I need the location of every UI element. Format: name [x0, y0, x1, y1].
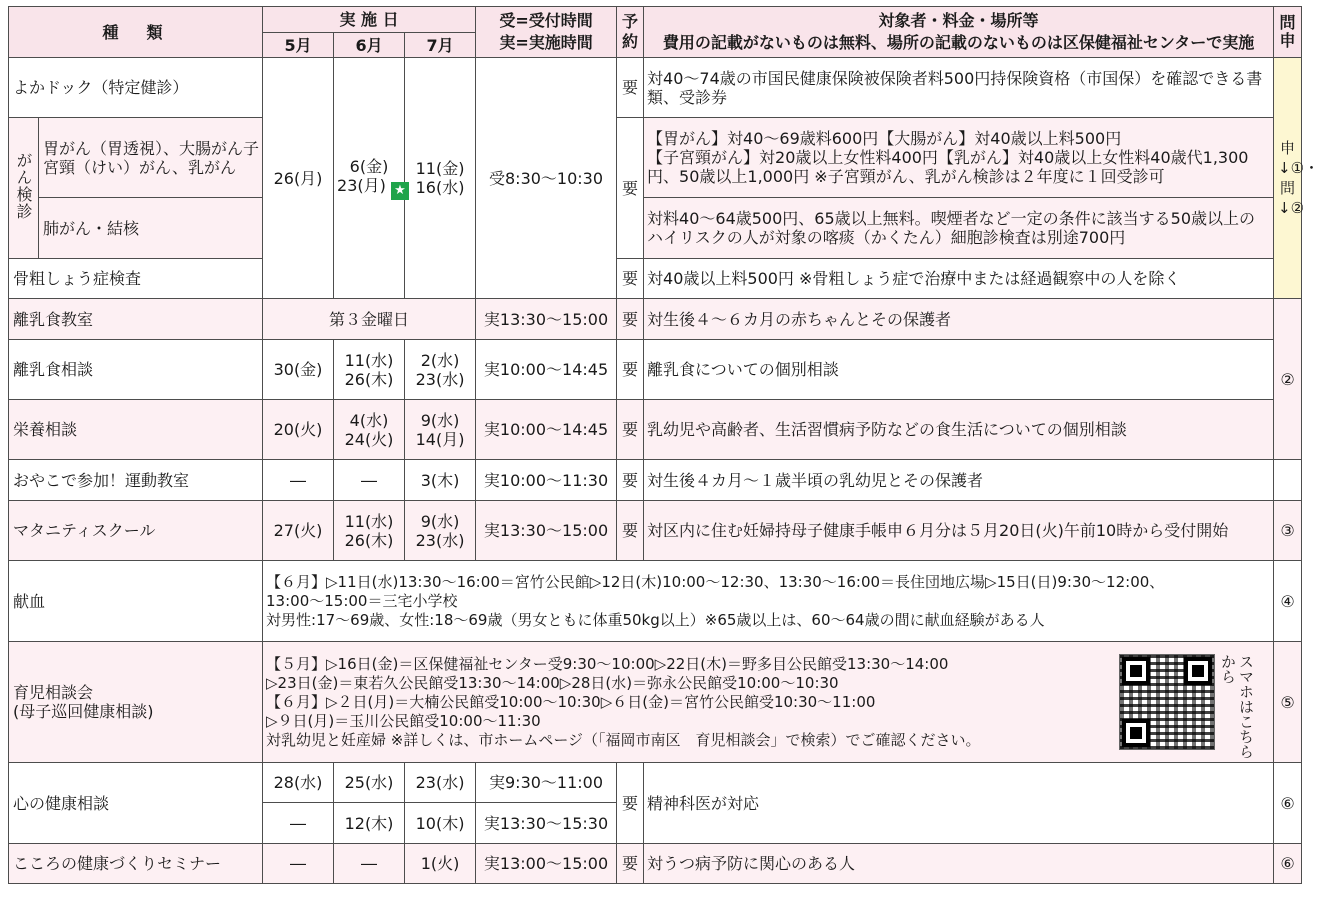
rinyu-so-m7: 2(水) 23(水) — [405, 340, 476, 400]
kokoro-so-name: 心の健康相談 — [9, 763, 263, 844]
eiyo-m5: 20(火) — [263, 400, 334, 460]
ikuji-line3: 【６月】▷２日(月)＝大楠公民館受10:00～10:30▷６日(金)＝宮竹公民館受10:30～11:00 — [266, 692, 876, 711]
kenketsu-line2: 13:00～15:00＝三宅小学校 — [266, 591, 458, 610]
gan2-detail: 対料40～64歳500円、65歳以上無料。喫煙者など一定の条件に該当する50歳以上のハイリスクの人が対象の喀痰（かくたん）細胞診検査は別途700円 — [644, 198, 1274, 259]
rinyu-so-name: 離乳食相談 — [9, 340, 263, 400]
rinyu-kyo-req: 要 — [617, 299, 644, 340]
eiyo-m6: 4(水) 24(火) — [334, 400, 405, 460]
header-time — [476, 7, 617, 58]
gan1-line2: 【子宮頸がん】対20歳以上女性料400円【乳がん】対40歳以上女性料40歳代1,300円、50歳以上1,000円 ※子宮頸がん、乳がん検診は２年度に１回受診可 — [647, 148, 1249, 186]
eiyo-detail: 乳幼児や高齢者、生活習慣病予防などの食生活についての個別相談 — [644, 400, 1274, 460]
oyako-m6: ― — [334, 460, 405, 501]
ikuji-line1: 【５月】▷16日(金)＝区保健福祉センター受9:30～10:00▷22日(木)＝野多目公民館受13:30～14:00 — [266, 654, 949, 673]
mata-name: マタニティスクール — [9, 501, 263, 561]
kenketsu-name: 献血 — [9, 561, 263, 642]
kenshin-m7 — [405, 58, 476, 299]
rinyu-so-m6: 11(水) 26(木) — [334, 340, 405, 400]
gan-label: がん検診 — [9, 118, 39, 259]
eiyo-name: 栄養相談 — [9, 400, 263, 460]
gan1-line1: 【胃がん】対40～69歳料600円【大腸がん】対40歳以上料500円 — [647, 129, 1122, 148]
oyako-detail: 対生後４カ月～１歳半頃の乳幼児とその保護者 — [644, 460, 1274, 501]
kokoro-so-req: 要 — [617, 763, 644, 844]
kokoro-so-r1-m7: 23(水) — [405, 763, 476, 803]
mata-m6: 11(水) 26(木) — [334, 501, 405, 561]
rinyu-kyo-dates: 第３金曜日 — [263, 299, 476, 340]
header-time-execution: 実=実施時間 — [499, 33, 593, 52]
kenshin-time: 受8:30～10:30 — [476, 58, 617, 299]
rinyu-kyo-name: 離乳食教室 — [9, 299, 263, 340]
kokoro-se-ask: ⑥ — [1274, 844, 1302, 884]
header-reserve: 予約 — [617, 7, 644, 58]
header-month-5: 5月 — [263, 33, 334, 58]
kotsu-detail: 対40歳以上料500円 ※骨粗しょう症で治療中または経過観察中の人を除く — [644, 259, 1274, 299]
qr-code[interactable] — [1119, 654, 1215, 750]
gan2-name: 肺がん・結核 — [39, 198, 263, 259]
rinyu-so-m5: 30(金) — [263, 340, 334, 400]
gan1-name: 胃がん（胃透視）、大腸がん子宮頸（けい）がん、乳がん — [39, 118, 263, 198]
nutri-ask: ② — [1274, 299, 1302, 460]
kenshin-m6 — [334, 58, 405, 299]
oyako-time: 実10:00～11:30 — [476, 460, 617, 501]
kotsu-name: 骨粗しょう症検査 — [9, 259, 263, 299]
kenshin-m6a: 6(金) — [349, 156, 389, 176]
header-month-6: 6月 — [334, 33, 405, 58]
kokoro-so-r1-m5: 28(水) — [263, 763, 334, 803]
kenshin-m6b: 23(月) — [337, 175, 386, 195]
ikuji-name — [9, 642, 263, 763]
kokoro-so-r1-m6: 25(水) — [334, 763, 405, 803]
ikuji-line5: 対乳幼児と妊産婦 ※詳しくは、市ホームページ（「福岡市南区 育児相談会」で検索）でご確認ください。 — [266, 730, 981, 749]
kokoro-se-m5: ― — [263, 844, 334, 884]
header-time-reception: 受=受付時間 — [499, 11, 593, 30]
kenshin-m5: 26(月) — [263, 58, 334, 299]
kokoro-so-r2-m6: 12(木) — [334, 803, 405, 844]
kenshin-ask: 申↓①・問↓② — [1274, 58, 1302, 299]
rinyu-so-time: 実10:00～14:45 — [476, 340, 617, 400]
mata-detail: 対区内に住む妊婦持母子健康手帳申６月分は５月20日(火)午前10時から受付開始 — [644, 501, 1274, 561]
header-target — [644, 7, 1274, 58]
health-schedule-table — [8, 6, 1319, 884]
kenketsu-line1: 【６月】▷11日(水)13:30～16:00＝宮竹公民館▷12日(木)10:00～12:30、13:30～16:00＝長住団地広場▷15日(日)9:30～12:00、 — [266, 572, 1165, 591]
mata-req: 要 — [617, 501, 644, 561]
header-month-7: 7月 — [405, 33, 476, 58]
mata-ask: ③ — [1274, 501, 1302, 561]
oyako-m7: 3(木) — [405, 460, 476, 501]
kokoro-se-name: こころの健康づくりセミナー — [9, 844, 263, 884]
header-dates: 実 施 日 — [263, 7, 476, 33]
ikuji-line2: ▷23日(金)＝東若久公民館受13:30～14:00▷28日(水)＝弥永公民館受10:00～10:30 — [266, 673, 839, 692]
kokoro-so-detail: 精神科医が対応 — [644, 763, 1274, 844]
eiyo-req: 要 — [617, 400, 644, 460]
kenshin-m7b: 16(水) — [415, 178, 465, 197]
header-target-note: 費用の記載がないものは無料、場所の記載のないものは区保健福祉センターで実施 — [662, 33, 1255, 52]
kokoro-so-r2-m5: ― — [263, 803, 334, 844]
kenketsu-detail — [263, 561, 1274, 642]
kokoro-so-r2-time: 実13:30～15:30 — [476, 803, 617, 844]
mata-m7: 9(水) 23(水) — [405, 501, 476, 561]
sumaho-label: スマホはこちらから — [1219, 654, 1256, 759]
yoka-req: 要 — [617, 58, 644, 118]
rinyu-so-detail: 離乳食についての個別相談 — [644, 340, 1274, 400]
eiyo-time: 実10:00～14:45 — [476, 400, 617, 460]
header-ask: 問申 — [1274, 7, 1302, 58]
oyako-m5: ― — [263, 460, 334, 501]
kenketsu-line3: 対男性:17～69歳、女性:18～69歳（男女ともに体重50kg以上）※65歳以上は、60～64歳の間に献血経験がある人 — [266, 610, 1045, 629]
kokoro-se-m7: 1(火) — [405, 844, 476, 884]
ikuji-name-2: (母子巡回健康相談) — [13, 702, 154, 721]
kenshin-m7a: 11(金) — [415, 159, 465, 178]
ikuji-line4: ▷９日(月)＝玉川公民館受10:00～11:30 — [266, 711, 541, 730]
header-target-title: 対象者・料金・場所等 — [878, 11, 1039, 30]
kokoro-se-detail: 対うつ病予防に関心のある人 — [644, 844, 1274, 884]
yoka-name: よかドック（特定健診） — [9, 58, 263, 118]
yoka-detail: 対40～74歳の市国民健康保険被保険者料500円持保険資格（市国保）を確認できる書類、受診券 — [644, 58, 1274, 118]
kokoro-se-time: 実13:00～15:00 — [476, 844, 617, 884]
oyako-ask — [1274, 460, 1302, 501]
kokoro-se-req: 要 — [617, 844, 644, 884]
oyako-name: おやこで参加！運動教室 — [9, 460, 263, 501]
ikuji-ask: ⑤ — [1274, 642, 1302, 763]
kokoro-so-ask: ⑥ — [1274, 763, 1302, 844]
kokoro-se-m6: ― — [334, 844, 405, 884]
kokoro-so-r2-m7: 10(木) — [405, 803, 476, 844]
oyako-req: 要 — [617, 460, 644, 501]
star-icon: ★ — [391, 182, 409, 200]
rinyu-kyo-time: 実13:30～15:00 — [476, 299, 617, 340]
gan1-detail — [644, 118, 1274, 198]
kenketsu-ask: ④ — [1274, 561, 1302, 642]
mata-m5: 27(火) — [263, 501, 334, 561]
kotsu-req: 要 — [617, 259, 644, 299]
ikuji-name-1: 育児相談会 — [13, 683, 94, 702]
rinyu-kyo-detail: 対生後４～６カ月の赤ちゃんとその保護者 — [644, 299, 1274, 340]
gan-req: 要 — [617, 118, 644, 259]
ikuji-detail — [263, 642, 1274, 763]
rinyu-so-req: 要 — [617, 340, 644, 400]
eiyo-m7: 9(水) 14(月) — [405, 400, 476, 460]
mata-time: 実13:30～15:00 — [476, 501, 617, 561]
kokoro-so-r1-time: 実9:30～11:00 — [476, 763, 617, 803]
header-kind: 種 類 — [9, 7, 263, 58]
